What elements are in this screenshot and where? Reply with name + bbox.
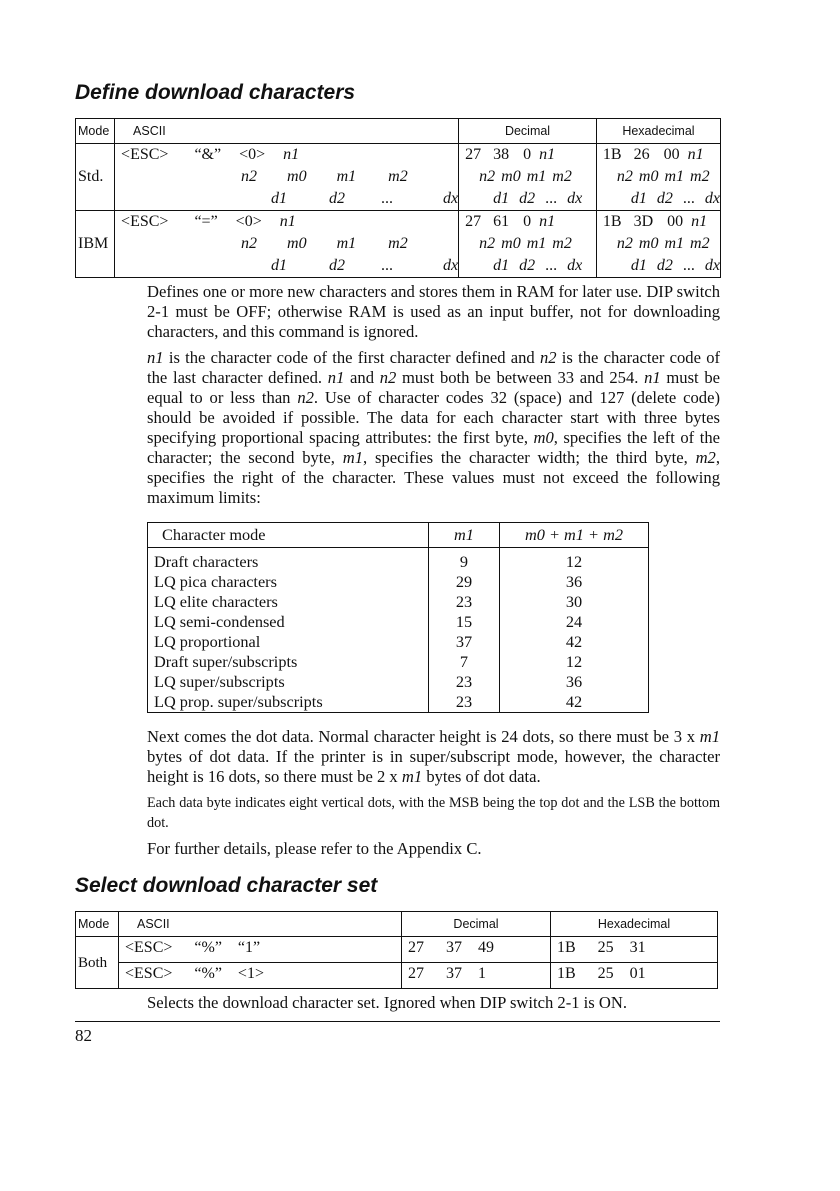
section-title-select-download: Select download character set [75,874,378,897]
define-download-command-table [75,118,721,278]
m-sum-cell: 42 [500,692,649,713]
command-token: <ESC> [121,146,169,163]
command-token: m1 [664,168,685,185]
command-line [121,166,458,188]
character-mode-cell: LQ elite characters [148,592,429,612]
variable-text: m1 [401,767,423,786]
variable-text: m2 [695,448,716,467]
command-token: n1 [539,213,556,230]
command-token: d1 [271,190,288,207]
command-token: m1 [664,235,685,252]
command-token: 1B [557,965,576,982]
character-mode-cell: Draft super/subscripts [148,652,429,672]
limits-row [148,672,649,692]
text-segment: bytes of dot data. [422,767,541,786]
command-line [557,937,717,959]
command-token: n1 [279,213,296,230]
text-segment: is the character code of the first character defined and [163,348,540,367]
decimal-cell [402,963,551,989]
command-token: 49 [478,939,494,956]
footer-rule [75,1021,720,1022]
command-token: m2 [552,168,572,185]
command-line [465,188,596,210]
mode-cell: IBM [76,211,115,278]
command-token: 37 [446,939,462,956]
command-token: n2 [616,168,633,185]
limits-row [148,652,649,672]
command-token: 1 [478,965,486,982]
command-line [121,211,458,233]
header-ascii: ASCII [115,119,459,144]
command-token: dx [443,190,459,207]
command-token: 01 [629,965,646,982]
header-character-mode: Character mode [148,523,429,548]
command-token: m0 [501,168,521,185]
paragraph-description [147,282,720,342]
header-mode: Mode [76,912,119,937]
command-line [465,211,596,233]
section-title-define-download: Define download characters [75,81,356,104]
text-segment: Each data byte indicates eight vertical dots, with the MSB being the top dot and the LSB the bottom dot. [147,795,720,831]
command-line [557,963,717,985]
command-token: d1 [630,257,647,274]
command-token: ... [545,257,558,274]
m1-cell: 7 [429,652,500,672]
command-token: 31 [629,939,646,956]
header-mode: Mode [76,119,115,144]
command-token: dx [567,257,583,274]
text-segment: must both be between 33 and 254. [396,368,645,387]
page-number: 82 [75,1026,92,1045]
variable-text: n2 [379,368,397,387]
command-line [603,233,720,255]
command-token: d2 [519,190,536,207]
command-token: m2 [552,235,572,252]
command-token: d2 [329,190,346,207]
paragraph-dot-data [147,727,720,787]
command-token: n1 [691,213,708,230]
command-token: n1 [283,146,300,163]
limits-row [148,632,649,652]
command-token: 25 [597,939,614,956]
variable-text: m0 [533,428,554,447]
text-segment: and [344,368,380,387]
command-token: 00 [663,146,680,163]
command-token: ... [682,190,695,207]
command-line [121,255,458,277]
variable-text: n2 [297,388,314,407]
variable-text: n2 [539,348,557,367]
ascii-cell [115,211,459,278]
command-token: 00 [667,213,684,230]
m-sum-cell: 24 [500,612,649,632]
hex-cell [596,144,720,211]
limits-row [148,572,649,592]
m1-cell: 23 [429,592,500,612]
header-m-sum: m0 + m1 + m2 [500,523,649,548]
m-sum-cell: 36 [500,672,649,692]
command-line [121,188,458,210]
command-line [121,144,458,166]
text-segment: is the character code of the last character defined. [147,348,721,387]
command-token: 0 [523,146,532,163]
text-segment: For further details, please refer to the Appendix C. [147,839,482,858]
command-token: d2 [329,257,346,274]
header-m1: m1 [429,523,500,548]
hex-cell [596,211,720,278]
character-mode-cell: Draft characters [148,548,429,573]
limits-row [148,612,649,632]
hex-cell [551,937,718,963]
command-token: d2 [519,257,536,274]
command-token: 27 [408,965,424,982]
limits-table [147,522,649,713]
m-sum-cell: 12 [500,652,649,672]
m1-cell: 9 [429,548,500,573]
command-line [408,963,550,985]
text-segment: Selects the download character set. Ignored when DIP switch 2-1 is ON. [147,993,628,1012]
command-token: n2 [479,168,496,185]
mode-cell: Both [76,937,119,989]
decimal-cell [402,937,551,963]
character-mode-cell: LQ super/subscripts [148,672,429,692]
command-token: d1 [493,190,510,207]
command-token: dx [567,190,583,207]
decimal-cell [459,211,597,278]
limits-row [148,692,649,713]
command-token: n2 [241,235,258,252]
command-token: 27 [408,939,424,956]
m-sum-cell: 42 [500,632,649,652]
character-mode-cell: LQ semi-condensed [148,612,429,632]
table-row [76,963,718,989]
command-token: m1 [526,235,547,252]
command-token: 38 [493,146,510,163]
header-decimal: Decimal [459,119,597,144]
command-token: ... [545,190,558,207]
command-line [603,188,720,210]
paragraph-parameters [147,348,720,508]
hex-cell [551,963,718,989]
paragraph-data-byte [147,793,720,833]
m-sum-cell: 36 [500,572,649,592]
table-row [76,937,718,963]
command-line [465,144,596,166]
header-decimal: Decimal [402,912,551,937]
command-token: d2 [656,190,673,207]
command-token: ... [381,190,394,207]
variable-text: n1 [147,348,164,367]
ascii-cell [119,963,402,989]
m1-cell: 23 [429,672,500,692]
command-token: m1 [336,235,357,252]
mode-cell: Std. [76,144,115,211]
text-segment: bytes of dot data. If the printer is in super/subscript mode, however, the character height is 16 dots, so there must be 2 x [147,747,720,786]
command-token: d1 [271,257,288,274]
command-token: m0 [287,168,307,185]
command-token: d2 [656,257,673,274]
command-token: 37 [446,965,462,982]
command-token: <1> [237,965,264,982]
character-mode-cell: LQ prop. super/subscripts [148,692,429,713]
command-token: 1B [557,939,576,956]
command-token: m0 [501,235,521,252]
variable-text: n1 [327,368,345,387]
command-token: 26 [633,146,650,163]
select-download-command-table [75,911,718,989]
header-hex: Hexadecimal [596,119,720,144]
variable-text: m1 [699,727,720,746]
text-segment: , specifies the right of the character. These values must not exceed the following maximum limits: [147,448,720,507]
command-token: n1 [539,146,556,163]
command-token: m2 [388,168,408,185]
text-segment: Next comes the dot data. Normal character height is 24 dots, so there must be 3 x [147,727,700,746]
command-token: <ESC> [121,213,169,230]
character-mode-cell: LQ pica characters [148,572,429,592]
command-token: m0 [638,168,659,185]
header-ascii: ASCII [119,912,402,937]
limits-row [148,592,649,612]
command-token: <0> [239,146,266,163]
m-sum-cell: 30 [500,592,649,612]
command-token: m2 [690,168,710,185]
command-line [465,233,596,255]
command-token: 0 [523,213,532,230]
decimal-cell [459,144,597,211]
m1-cell: 29 [429,572,500,592]
command-token: “%” [194,965,222,982]
variable-text: m1 [342,448,364,467]
limits-row [148,548,649,573]
command-token: 25 [597,965,614,982]
ascii-cell [119,937,402,963]
command-token: dx [704,190,720,207]
text-segment: . Use of character codes 32 (space) and 127 (delete code) should be avoided if possible. The data for each character start with three bytes specifying proportional spacing attributes: the first byte, [147,388,720,447]
header-hex: Hexadecimal [551,912,718,937]
command-line [603,211,720,233]
command-line [603,144,720,166]
command-token: n2 [616,235,633,252]
command-token: “&” [194,146,222,163]
text-segment: Defines one or more new characters and stores them in RAM for later use. DIP switch 2-1 must be OFF; otherwise RAM is used as an input buffer, not for downloading characters, and this command is ignored. [147,282,720,341]
command-line [465,166,596,188]
command-token: ... [381,257,394,274]
command-token: 3D [633,213,654,230]
m1-cell: 15 [429,612,500,632]
command-token: n2 [479,235,496,252]
paragraph-further-details [147,839,720,859]
m-sum-cell: 12 [500,548,649,573]
command-token: d1 [630,190,647,207]
command-token: 1B [602,146,622,163]
command-token: 27 [465,146,482,163]
command-line [121,233,458,255]
command-token: m0 [287,235,307,252]
text-segment: must be equal to or less than [147,368,721,407]
command-line [408,937,550,959]
command-token: n2 [241,168,258,185]
command-token: n1 [687,146,704,163]
paragraph-select-description [147,993,720,1013]
command-line [125,963,401,985]
command-token: d1 [493,257,510,274]
table-row-std [76,144,721,211]
command-token: m2 [690,235,710,252]
command-token: “=” [194,213,218,230]
variable-text: n1 [644,368,661,387]
character-mode-cell: LQ proportional [148,632,429,652]
command-token: <0> [235,213,262,230]
command-token: m1 [336,168,357,185]
text-segment: , specifies the character width; the third byte, [363,448,696,467]
command-token: m1 [526,168,547,185]
command-token: dx [443,257,459,274]
m1-cell: 23 [429,692,500,713]
command-token: “%” [194,939,222,956]
command-token: <ESC> [125,965,173,982]
command-token: 1B [602,213,622,230]
m1-cell: 37 [429,632,500,652]
command-token: dx [704,257,720,274]
command-token: 61 [493,213,510,230]
text-segment: , specifies the left of the character; the second byte, [147,428,720,467]
command-token: “1” [237,939,261,956]
command-token: ... [682,257,695,274]
command-token: m0 [638,235,659,252]
command-token: 27 [465,213,482,230]
command-line [125,937,401,959]
ascii-cell [115,144,459,211]
command-token: m2 [388,235,408,252]
command-line [603,166,720,188]
table-row-ibm [76,211,721,278]
command-token: <ESC> [125,939,173,956]
command-line [465,255,596,277]
command-line [603,255,720,277]
